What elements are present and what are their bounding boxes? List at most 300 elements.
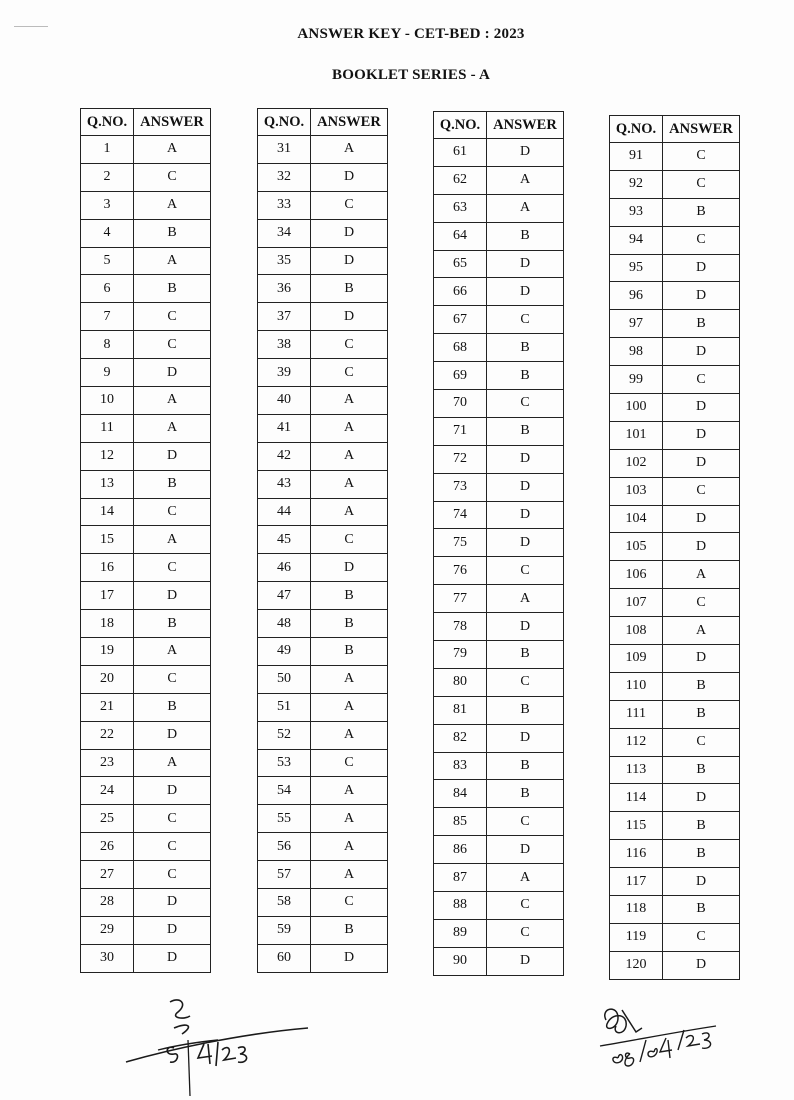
question-number: 61 [434, 139, 487, 167]
answer-cell: D [311, 247, 388, 275]
table-row [434, 417, 564, 445]
question-number: 12 [81, 442, 134, 470]
question-number: 18 [81, 610, 134, 638]
answer-cell: D [663, 784, 740, 812]
answer-cell: C [134, 805, 211, 833]
table-row [258, 638, 388, 666]
question-number: 6 [81, 275, 134, 303]
answer-cell: A [134, 387, 211, 415]
question-number: 63 [434, 194, 487, 222]
question-number: 39 [258, 359, 311, 387]
question-number: 35 [258, 247, 311, 275]
table-row [610, 477, 740, 505]
table-row [610, 923, 740, 951]
table-row [258, 693, 388, 721]
question-number: 43 [258, 470, 311, 498]
question-number: 34 [258, 219, 311, 247]
question-number: 82 [434, 724, 487, 752]
answer-cell: C [134, 861, 211, 889]
table-row [81, 387, 211, 415]
answer-cell: B [134, 693, 211, 721]
question-number: 108 [610, 617, 663, 645]
answer-cell: B [487, 222, 564, 250]
table-row [610, 840, 740, 868]
table-row [258, 247, 388, 275]
answer-cell: C [311, 191, 388, 219]
answer-cell: D [311, 554, 388, 582]
question-number: 86 [434, 836, 487, 864]
answer-cell: D [134, 442, 211, 470]
question-number: 105 [610, 533, 663, 561]
table-row [610, 505, 740, 533]
question-number: 76 [434, 557, 487, 585]
table-header [610, 116, 740, 143]
answer-cell: B [663, 310, 740, 338]
answer-cell: B [134, 219, 211, 247]
answer-cell: C [311, 331, 388, 359]
answer-cell: D [487, 836, 564, 864]
answer-cell: D [311, 163, 388, 191]
answer-cell: A [134, 414, 211, 442]
question-number: 24 [81, 777, 134, 805]
table-row [81, 219, 211, 247]
answer-cell: B [487, 362, 564, 390]
table-row [610, 143, 740, 171]
question-number: 94 [610, 226, 663, 254]
table-row [258, 889, 388, 917]
answer-cell: B [663, 756, 740, 784]
table-row [434, 613, 564, 641]
question-number: 32 [258, 163, 311, 191]
table-row [434, 808, 564, 836]
table-row [434, 473, 564, 501]
table-row [258, 191, 388, 219]
question-number: 65 [434, 250, 487, 278]
table-row [434, 362, 564, 390]
answer-cell: A [134, 749, 211, 777]
question-number: 10 [81, 387, 134, 415]
answer-cell: D [487, 445, 564, 473]
answer-cell: C [311, 359, 388, 387]
answer-cell: B [487, 417, 564, 445]
table-row [81, 470, 211, 498]
question-number: 93 [610, 198, 663, 226]
question-number: 101 [610, 421, 663, 449]
table-row [610, 589, 740, 617]
question-number: 69 [434, 362, 487, 390]
question-number: 28 [81, 889, 134, 917]
table-row [81, 136, 211, 164]
table-row [434, 919, 564, 947]
question-number: 84 [434, 780, 487, 808]
table-row [434, 585, 564, 613]
table-row [258, 275, 388, 303]
answer-cell: A [134, 247, 211, 275]
answer-header: ANSWER [487, 112, 564, 139]
table-row [81, 331, 211, 359]
page-title: ANSWER KEY - CET-BED : 2023 [297, 26, 525, 42]
table-row [434, 557, 564, 585]
question-number: 52 [258, 721, 311, 749]
question-number: 97 [610, 310, 663, 338]
table-row [610, 756, 740, 784]
answer-cell: D [663, 868, 740, 896]
question-number: 85 [434, 808, 487, 836]
question-number: 96 [610, 282, 663, 310]
table-row [434, 139, 564, 167]
answer-cell: D [134, 777, 211, 805]
answer-cell: C [487, 808, 564, 836]
answer-cell: C [134, 665, 211, 693]
question-number: 8 [81, 331, 134, 359]
question-number: 81 [434, 696, 487, 724]
answer-cell: B [311, 582, 388, 610]
answer-cell: B [487, 334, 564, 362]
table-row [434, 752, 564, 780]
table-row [434, 668, 564, 696]
answer-cell: D [134, 889, 211, 917]
table-row [610, 170, 740, 198]
table-row [81, 749, 211, 777]
question-number: 29 [81, 916, 134, 944]
answer-cell: B [311, 916, 388, 944]
table-row [81, 359, 211, 387]
table-row [434, 836, 564, 864]
answer-cell: A [134, 638, 211, 666]
answer-cell: A [311, 693, 388, 721]
question-number: 72 [434, 445, 487, 473]
answer-cell: D [487, 529, 564, 557]
answer-cell: C [663, 170, 740, 198]
question-number: 98 [610, 338, 663, 366]
table-row [258, 861, 388, 889]
question-number: 64 [434, 222, 487, 250]
question-number: 62 [434, 166, 487, 194]
table-row [81, 191, 211, 219]
table-row [258, 916, 388, 944]
answer-cell: D [663, 421, 740, 449]
answer-cell: B [663, 700, 740, 728]
answer-cell: D [487, 724, 564, 752]
table-row [81, 944, 211, 972]
question-number: 118 [610, 896, 663, 924]
answer-cell: A [134, 526, 211, 554]
question-number: 7 [81, 303, 134, 331]
answer-cell: B [487, 780, 564, 808]
answer-cell: D [487, 139, 564, 167]
table-row [81, 665, 211, 693]
table-row [610, 310, 740, 338]
answer-cell: A [311, 498, 388, 526]
question-number: 37 [258, 303, 311, 331]
answer-cell: C [134, 303, 211, 331]
answer-cell: C [134, 833, 211, 861]
answer-cell: D [487, 947, 564, 975]
question-number: 2 [81, 163, 134, 191]
table-row [610, 198, 740, 226]
answer-cell: D [663, 282, 740, 310]
question-number: 9 [81, 359, 134, 387]
question-number: 117 [610, 868, 663, 896]
right-signature [596, 1000, 726, 1080]
table-row [610, 617, 740, 645]
answer-cell: A [311, 414, 388, 442]
answer-cell: B [663, 672, 740, 700]
question-number: 53 [258, 749, 311, 777]
question-number: 54 [258, 777, 311, 805]
table-row [258, 749, 388, 777]
table-row [258, 554, 388, 582]
answer-cell: C [487, 919, 564, 947]
table-row [258, 582, 388, 610]
table-row [434, 892, 564, 920]
table-row [81, 889, 211, 917]
question-number: 60 [258, 944, 311, 972]
question-number: 47 [258, 582, 311, 610]
table-header [258, 109, 388, 136]
table-row [81, 275, 211, 303]
question-number: 107 [610, 589, 663, 617]
answer-cell: D [663, 505, 740, 533]
answer-cell: A [311, 442, 388, 470]
question-number: 110 [610, 672, 663, 700]
answer-cell: A [311, 387, 388, 415]
question-number: 103 [610, 477, 663, 505]
table-row [434, 641, 564, 669]
answer-cell: A [311, 470, 388, 498]
answer-cell: D [487, 501, 564, 529]
answer-cell: D [311, 219, 388, 247]
table-row [81, 414, 211, 442]
table-row [434, 696, 564, 724]
table-row [258, 414, 388, 442]
question-number: 102 [610, 449, 663, 477]
question-number: 83 [434, 752, 487, 780]
question-number: 56 [258, 833, 311, 861]
table-row [610, 394, 740, 422]
question-number: 40 [258, 387, 311, 415]
table-row [81, 777, 211, 805]
qno-header: Q.NO. [81, 109, 134, 136]
table-row [434, 250, 564, 278]
answer-cell: C [487, 668, 564, 696]
table-row [434, 194, 564, 222]
table-row [610, 533, 740, 561]
table-row [610, 868, 740, 896]
question-number: 23 [81, 749, 134, 777]
table-row [81, 721, 211, 749]
table-row [81, 303, 211, 331]
table-row [434, 864, 564, 892]
question-number: 114 [610, 784, 663, 812]
question-number: 20 [81, 665, 134, 693]
answer-cell: C [134, 331, 211, 359]
answer-cell: C [134, 163, 211, 191]
answer-key-table-2 [257, 108, 388, 973]
answer-cell: A [311, 861, 388, 889]
answer-cell: D [311, 944, 388, 972]
answer-cell: D [663, 533, 740, 561]
answer-cell: B [311, 275, 388, 303]
table-row [610, 421, 740, 449]
question-number: 4 [81, 219, 134, 247]
table-header [81, 109, 211, 136]
question-number: 3 [81, 191, 134, 219]
table-row [81, 861, 211, 889]
question-number: 42 [258, 442, 311, 470]
question-number: 120 [610, 951, 663, 979]
table-row [434, 947, 564, 975]
question-number: 5 [81, 247, 134, 275]
answer-cell: D [663, 254, 740, 282]
answer-cell: A [311, 721, 388, 749]
answer-cell: C [487, 390, 564, 418]
question-number: 36 [258, 275, 311, 303]
question-number: 27 [81, 861, 134, 889]
answer-cell: D [487, 250, 564, 278]
answer-cell: B [134, 610, 211, 638]
table-row [258, 610, 388, 638]
question-number: 51 [258, 693, 311, 721]
question-number: 48 [258, 610, 311, 638]
question-number: 26 [81, 833, 134, 861]
question-number: 71 [434, 417, 487, 445]
table-row [258, 526, 388, 554]
table-row [81, 693, 211, 721]
answer-cell: A [311, 805, 388, 833]
table-row [81, 833, 211, 861]
question-number: 15 [81, 526, 134, 554]
question-number: 109 [610, 645, 663, 673]
answer-cell: D [134, 359, 211, 387]
answer-cell: B [663, 198, 740, 226]
table-row [258, 944, 388, 972]
table-row [610, 561, 740, 589]
question-number: 21 [81, 693, 134, 721]
answer-cell: B [487, 752, 564, 780]
table-row [258, 163, 388, 191]
table-row [434, 724, 564, 752]
answer-header: ANSWER [134, 109, 211, 136]
table-row [434, 780, 564, 808]
answer-cell: D [487, 278, 564, 306]
table-row [434, 306, 564, 334]
answer-cell: D [663, 338, 740, 366]
table-row [81, 638, 211, 666]
question-number: 88 [434, 892, 487, 920]
answer-cell: C [134, 554, 211, 582]
table-row [258, 359, 388, 387]
table-row [258, 805, 388, 833]
answer-cell: D [487, 473, 564, 501]
answer-cell: B [311, 610, 388, 638]
table-row [610, 672, 740, 700]
answer-cell: A [311, 833, 388, 861]
question-number: 90 [434, 947, 487, 975]
table-row [81, 247, 211, 275]
table-row [258, 331, 388, 359]
table-row [81, 554, 211, 582]
answer-cell: C [663, 728, 740, 756]
answer-cell: C [663, 477, 740, 505]
question-number: 58 [258, 889, 311, 917]
question-number: 119 [610, 923, 663, 951]
table-row [258, 777, 388, 805]
table-row [610, 700, 740, 728]
question-number: 68 [434, 334, 487, 362]
answer-cell: C [663, 923, 740, 951]
qno-header: Q.NO. [434, 112, 487, 139]
answer-key-table-1 [80, 108, 211, 973]
table-row [434, 166, 564, 194]
table-row [81, 805, 211, 833]
table-row [258, 833, 388, 861]
answer-cell: B [134, 470, 211, 498]
answer-cell: A [487, 864, 564, 892]
answer-key-table-3 [433, 111, 564, 976]
answer-cell: D [134, 916, 211, 944]
question-number: 41 [258, 414, 311, 442]
answer-cell: D [663, 951, 740, 979]
qno-header: Q.NO. [610, 116, 663, 143]
answer-cell: D [663, 394, 740, 422]
table-row [258, 498, 388, 526]
table-row [610, 784, 740, 812]
question-number: 79 [434, 641, 487, 669]
table-row [434, 529, 564, 557]
table-row [258, 442, 388, 470]
table-row [258, 387, 388, 415]
table-row [81, 163, 211, 191]
left-signature [118, 990, 318, 1100]
answer-cell: D [663, 645, 740, 673]
answer-cell: D [663, 449, 740, 477]
question-number: 77 [434, 585, 487, 613]
question-number: 50 [258, 665, 311, 693]
table-row [81, 498, 211, 526]
table-row [81, 582, 211, 610]
question-number: 49 [258, 638, 311, 666]
answer-cell: C [487, 557, 564, 585]
question-number: 112 [610, 728, 663, 756]
question-number: 92 [610, 170, 663, 198]
answer-cell: A [134, 136, 211, 164]
table-row [258, 470, 388, 498]
question-number: 57 [258, 861, 311, 889]
answer-cell: A [663, 617, 740, 645]
table-row [434, 445, 564, 473]
answer-cell: C [311, 749, 388, 777]
answer-cell: B [134, 275, 211, 303]
table-row [434, 222, 564, 250]
question-number: 1 [81, 136, 134, 164]
table-row [258, 665, 388, 693]
answer-cell: A [311, 665, 388, 693]
question-number: 33 [258, 191, 311, 219]
question-number: 89 [434, 919, 487, 947]
booklet-series: BOOKLET SERIES - A [332, 67, 490, 83]
question-number: 67 [434, 306, 487, 334]
table-row [258, 721, 388, 749]
table-row [81, 526, 211, 554]
question-number: 44 [258, 498, 311, 526]
answer-cell: C [663, 143, 740, 171]
answer-cell: D [134, 721, 211, 749]
question-number: 73 [434, 473, 487, 501]
table-row [610, 951, 740, 979]
table-row [258, 303, 388, 331]
answer-key-table-4 [609, 115, 740, 980]
